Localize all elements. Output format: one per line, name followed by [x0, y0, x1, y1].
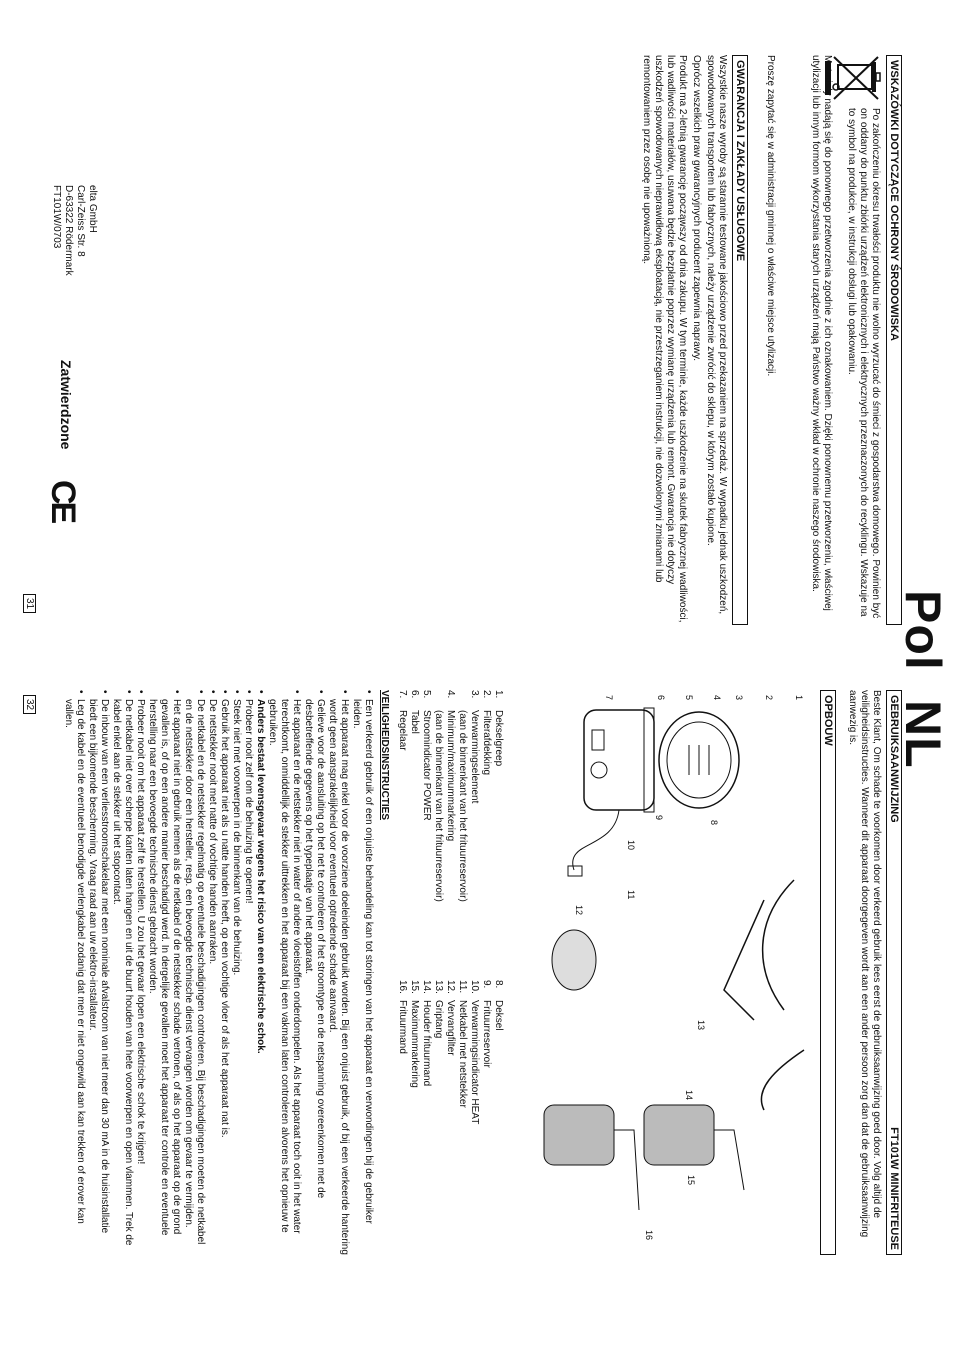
list-item: • Het apparaat niet in gebruik nemen als de netkabel of de netstekker schade vertonen, of als op het apparaat op de grond gevallen is, of op een andere manier beschadigd werd. In dergelijke gevallen moet het apparaat ter controle en eventuele herstelling naar een bevoegde technische dienst gebracht worden.: [146, 690, 182, 1255]
list-item: [396, 690, 408, 970]
list-item: [492, 690, 504, 970]
diagram-number: 4: [712, 695, 722, 701]
part-label: Griptang: [433, 1000, 444, 1039]
part-label: Maximummarkering: [409, 1000, 420, 1088]
diagram-number: 10: [626, 840, 636, 851]
language-heading: Pol: [895, 590, 951, 671]
list-item: • Gebruik het apparaat niet als u natte handen heeft, op een vochtige vloer of als het apparaat nat is.: [218, 690, 230, 1255]
list-item: [408, 690, 420, 970]
list-item: [456, 980, 468, 1250]
part-label: Houder frituurmand: [421, 1000, 432, 1087]
part-number: 11.: [457, 980, 468, 994]
manual-title: GEBRUIKSAANWIJZING: [888, 695, 900, 823]
diagram-number: 16: [644, 1230, 654, 1241]
environment-paragraph-3: Proszę zapytać się w administracji gminnej o właściwe miejsce utylizacji.: [765, 55, 776, 377]
guarantee-paragraph-1: Wszystkie nasze wyroby są starannie testowane jakościowo przed przekazaniem na sprzedaż. W wypadku jednak uszkodzeń, spowodowanych transportem lub fabrycznych, należy urządzenie zwrócić do sklepu, w którym zostało kupione.: [705, 55, 728, 615]
list-item: [468, 980, 480, 1250]
part-label: Minimum/maximummarkering: [445, 710, 456, 842]
page-dutch-rotated: [0, 675, 954, 1350]
list-item: [456, 690, 468, 970]
intro-text: Beste Klant, Om schade te voorkomen door verkeerd gebruik lees eerst de gebruiksaanwijzing goed door. Volg altijd de veiligheidsinstructies. Wanneer dit apparaat doorgegeven wordt aan een ander persoon zorg dan dat de gebruiksaanwijzing aanwezig is.: [847, 690, 882, 1238]
manufacturer-address: [50, 185, 98, 276]
diagram-number: 12: [574, 905, 584, 916]
part-number: 14.: [421, 980, 432, 994]
part-number: 2.: [481, 690, 492, 699]
part-label: Regelaar: [397, 710, 408, 751]
part-number: [432, 690, 444, 710]
part-number: 5.: [421, 690, 432, 699]
part-label: Filterafdekking: [481, 710, 492, 776]
manual-title-bar: [886, 690, 902, 1255]
diagram-number: 11: [626, 890, 636, 900]
part-label: Verwarmingsindicator HEAT: [469, 1000, 480, 1125]
page-dutch: [0, 675, 954, 1350]
list-item: [480, 980, 492, 1250]
part-number: 6.: [409, 690, 420, 699]
parts-list-left: [396, 690, 504, 970]
list-item: [468, 690, 480, 970]
diagram-number: 1: [794, 695, 804, 701]
list-item: • Het apparaat mag enkel voor de voorziene doeleinden gebruikt worden. Bij een onjuist gebruik, of bij een verkeerde hantering wordt geen aansprakelijkheid voor eventueel optredende schade aanvaard.: [326, 690, 350, 1255]
part-number: 9.: [481, 980, 492, 989]
part-number: 1.: [493, 690, 504, 699]
parts-list-right: [396, 980, 504, 1250]
diagram-number: 3: [734, 695, 744, 701]
list-item: • De netstekker nooit met natte of vochtige handen aanraken.: [206, 690, 218, 1255]
guarantee-paragraph-2: Oprócz wszelkich praw gwarancyjnych producent zapewnia naprawy.: [691, 55, 702, 362]
page-number: 32: [23, 695, 36, 714]
language-heading: NL: [895, 700, 951, 769]
part-label: Frituurreservoir: [481, 1000, 492, 1068]
list-item: • Een verkeerd gebruik of een onjuiste behandeling kan tot storingen van het apparaat en verwondingen bij de gebruiker leiden.: [350, 690, 374, 1255]
diagram-number: 2: [764, 695, 774, 701]
address-line: FT101W/0703: [51, 185, 62, 249]
page-number: 31: [23, 594, 36, 613]
list-item: [396, 980, 408, 1250]
part-label: Stroomindicator POWER: [421, 710, 432, 821]
list-item: [492, 980, 504, 1250]
diagram-number: 9: [654, 815, 664, 821]
part-number: 7.: [397, 690, 408, 699]
part-label: (aan de binnenkant van het frituurreservoir): [457, 710, 468, 902]
address-line: elta GmbH: [87, 185, 98, 233]
list-item: • De inbouw van een verliesstroomschakelaar met een nominale afvalstroom van niet meer dan 30 mA in de huisinstallatie biedt een bijkomende bescherming. Vraag raad aan uw elektro-installateur.: [86, 690, 110, 1255]
part-number: 12.: [445, 980, 456, 994]
list-item: [480, 690, 492, 970]
diagram-number: 6: [656, 695, 666, 701]
list-item: • De netkabel niet over scherpe kanten laten hangen en uit de buurt houden van hete voorwerpen en open vlammen. Trek de kabel enkel aan de stekker uit het stopcontact.: [110, 690, 134, 1255]
part-number: [456, 690, 468, 710]
address-line: Carl-Zeiss Str. 8: [75, 185, 86, 257]
list-item: [408, 980, 420, 1250]
approval-text: Zatwierdzone: [58, 360, 74, 450]
diagram-number: 15: [686, 1175, 696, 1186]
list-item: [432, 980, 444, 1250]
list-item: • Leg de kabel en de eventueel benodigde verlengkabel zodanig dat men er niet ongewild aan kan trekken of erover kan vallen.: [62, 690, 86, 1255]
part-label: Netkabel met netstekker: [457, 1000, 468, 1108]
diagram-number: 5: [684, 695, 694, 701]
ce-mark: CE: [44, 480, 82, 522]
list-item: • Anders bestaat levensgevaar wegens het risico van een elektrische schok.: [254, 690, 266, 1255]
list-item: [444, 980, 456, 1250]
list-item: • Probeer nooit zelf om de behuizing te openen!: [242, 690, 254, 1255]
list-item: • Gelieve voor de aansluiting op het net te controleren of het stroomtype en de netspanning overeenkomen met de desbetreffende gegevens op het typeplaatje van het apparaat.: [302, 690, 326, 1255]
diagram-number: 14: [684, 1090, 694, 1101]
part-label: Deksel: [493, 1000, 504, 1031]
part-number: 16.: [397, 980, 408, 994]
part-number: 15.: [409, 980, 420, 994]
part-number: 10.: [469, 980, 480, 994]
part-number: 4.: [445, 690, 456, 699]
environment-title: WSKAZÓWKI DOTYCZĄCE OCHRONY ŚRODOWISKA: [886, 55, 902, 625]
list-item: [420, 690, 432, 970]
environment-paragraph-1: Po zakończeniu okresu trwałości produktu nie wolno wyrzucać do śmieci z gospodarstwa domowego. Powinien być on oddany do punktu zbiórki urządzeń elektronicznych i elektrycznych przeznaczonych do recyklingu. Wskazuje na to symbol na produkcie, w instrukcji obsługi lub opakowaniu.: [846, 108, 881, 619]
guarantee-paragraph-3: Produkt ma 2-letnią gwarancję począwszy od dnia zakupu. W tym terminie, każde uszkodzenie na skutek fabrycznej wadliwości, lub wadliwości materiałów, usuwana będzie bezpłatnie poprzez wymianę urządzenia lub remont. Gwarancja nie dotyczy uszkodzeń spowodowanych nieprawidłową eksploatacją, nie przestrzeganiem instrukcji, nie dozwolonymi zmianami lub remontowaniem przez osobę nie upoważnioną.: [641, 55, 688, 623]
list-item: • Steek niet met voorwerpen in de binnenkant van de behuizing.: [230, 690, 242, 1255]
diagram-number: 8: [709, 820, 719, 826]
part-label: (aan de binnenkant van het frituurreservoir): [433, 710, 444, 902]
part-number: 8.: [493, 980, 504, 989]
part-label: Verwarmingselement: [469, 710, 480, 804]
address-line: D-63322 Rödermark: [63, 185, 74, 276]
safety-list: [62, 690, 374, 1255]
part-label: Frituurmand: [397, 1000, 408, 1054]
part-label: Tabel: [409, 710, 420, 734]
diagram-number: 13: [696, 1020, 706, 1031]
list-item: • Probeer nooit om het apparaat zelf te herstellen. U zou het gevaar lopen een elektrische schok te krijgen!: [134, 690, 146, 1255]
list-item: • Het apparaat en de netstekker niet in water of andere vloeistoffen onderdompelen. Als het apparaat toch ooit in het water terechtkomt, onmiddellijk de stekker uittrekken en het apparaat bij een vakman laten controleren alvorens het opnieuw te gebruiken.: [266, 690, 302, 1255]
part-label: Vervangfilter: [445, 1000, 456, 1056]
diagram-number: 7: [604, 695, 614, 701]
list-item: [420, 980, 432, 1250]
guarantee-title: GWARANCJA I ZAKŁADY USŁUGOWE: [732, 55, 748, 625]
list-item: [444, 690, 456, 970]
list-item: [432, 690, 444, 970]
environment-paragraph-2: Materiały nadają się do ponownego przetworzenia zgodnie z ich oznakowaniem. Dzięki ponownemu przetworzeniu, właściwej utylizacji lub innym formom wykorzystania starych urządzeń mają Państwo ważny wkład w ochronie naszego środowiska.: [810, 55, 833, 611]
model-name: FT101W MINIFRITEUSE: [888, 1127, 900, 1250]
safety-title: VEILIGHEIDSINSTRUCTIES: [379, 690, 390, 821]
build-title: OPBOUW: [820, 690, 836, 1255]
list-item: • De netkabel en de netstekker regelmatig op eventuele beschadigingen controleren. Bij beschadigingen moeten de netkabel en de netstekker door een hersteller, resp. een bevoegde technische dienst vervangen worden om gevaar te vermijden.: [182, 690, 206, 1255]
product-diagram: [514, 690, 814, 1255]
part-label: Dekselgreep: [493, 710, 504, 767]
part-number: 13.: [433, 980, 444, 994]
part-number: 3.: [469, 690, 480, 699]
